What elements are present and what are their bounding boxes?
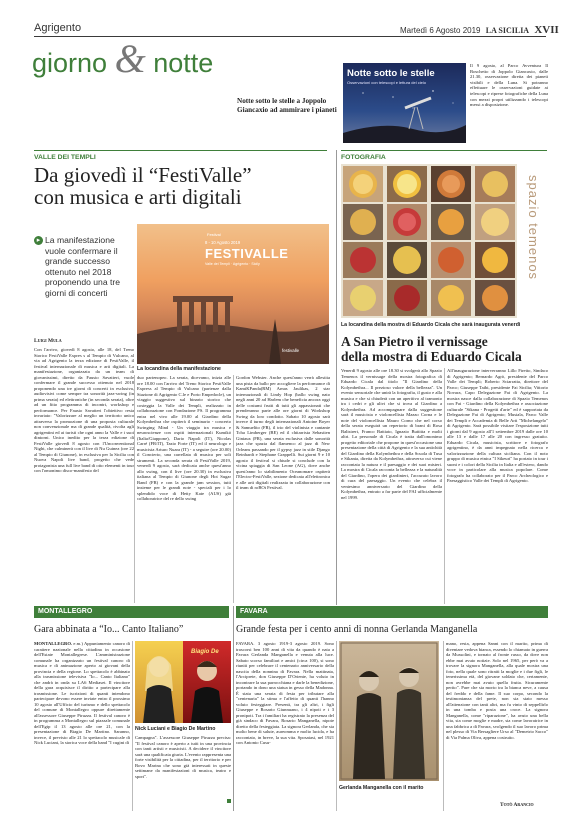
- festivalle-byline: Luigi Mula: [34, 338, 62, 344]
- festivalle-caption: La locandina della manifestazione: [137, 366, 221, 372]
- fotografia-text-1: Venerdì 9 agosto alle ore 18.30 si svolgerà allo Spazio Temenos il vernissage della mostra fotografica di Eduardo Cicala dal titolo "Il Giardino della Kolymbethra... Il prezioso valore della bellezza". Un evento sensoriale che unirà la fotografia, il gusto e alla musica e che si chiuderà con un aperitivo al tramonto tra i cedri e gli ulivi che si trova al Giardino a Kolymbethra. Ad accompagnare dalla suggestione sarà il musicista e violoncellista Mazzo Corna e le note del violoncellista Mauro Corno che nel corso della serata eseguirà un repertorio di brani di Rosa Balistreri, Franco Battiato, Ignazio Buttitta e molti altri. La personale di Cicala è tratta dall'omonimo progetto editoriale che propone in quest'occasione una presentazione della città di Agrigento e la sua antichità del Giardino della Kolymbethra e della Scuola di Tusa e Sikania, diretta da Kolymbethra, attraverso cui viene raccontata la natura e il paesaggio e dei suoi misteri. La mostra di Cicala racconta la bellezza e la naturalità del Giardino, l'opera dei giardinieri, l'accurato lavoro di cura del paesaggio. Un evento che celebra il ventesimo anniversario del Giardino della Kolymbethra, entrato a far parte del FAI ufficialmente nel 1999.: [341, 368, 442, 500]
- festivalle-col-1: [34, 347, 134, 603]
- section-name: Agrigento: [34, 22, 82, 34]
- favara-headline[interactable]: Grande festa per i cento anni di nonna Gerlanda Manganella: [236, 624, 478, 635]
- montallegro-headline[interactable]: Gara abbinata a “Io... Canto Italiano”: [34, 624, 184, 635]
- issue-date: [400, 24, 559, 36]
- festivalle-headline[interactable]: [34, 164, 334, 208]
- stars-ad-image: [343, 63, 466, 143]
- date-text: Martedì 6 Agosto 2019: [400, 26, 481, 35]
- favara-signature: Totò Arancio: [500, 802, 534, 808]
- poster-sub: Valle dei Templi · Agrigento · Sicily: [205, 262, 260, 266]
- montallegro-text-2: Campagna". L'assessore Giuseppe Piruzza precisa: "Il festival canoro è aperto a tutti in una provincia con tanti artisti e musicisti. A decidere il vincitore sarà una qualificata giuria. L'evento rappresenta una forte visibilità per la cittadina, per il territorio e per Bovo Marina che sono già interessati in queste settimane da manifestazioni di musica, teatro e sport".: [135, 735, 231, 779]
- paper-name: LA SICILIA: [485, 26, 530, 35]
- ad-title: Notte sotto le stelle: [347, 68, 435, 79]
- brand-ampersand: &: [114, 36, 146, 81]
- fotografia-headline-2: della mostra di Eduardo Cicala: [341, 349, 522, 364]
- poster-dates: 8 - 10 Agosto 2019: [205, 240, 241, 245]
- fotografia-kicker: FOTOGRAFIA: [341, 154, 386, 161]
- montallegro-poster-text: Biagio De: [191, 649, 219, 655]
- festivalle-summary: La manifestazione vuole confermare il grande successo ottenuto nel 2018 proponendo una tre giorni di concerti: [45, 235, 121, 298]
- page-number: XVII: [534, 24, 559, 36]
- favara-text-1: FAVARA. 3 agosto 1919-3 agosto 2019. Sono trascorsi ben 100 anni di vita da quando è nata a Favara Gerlanda Manganella e venuta alla luce. Sabato scorso familiari e amici (circa 100), si sono riuniti per celebrare il centenario anniversario della nascita della nonnina di Favara. Nella mattinata, l'Arciprete, don Giuseppe D'Oriente, ha voluto in incontrare la sua parrocchiana e darle la benedizione, portando in dono una statua in gesso della Madonna. È stata una serata di festa per tributare alla "centenaria" la stima e l'affetto di quanti l'hanno voluto festeggiare. Presenti, tra gli altri, i figli Giuseppe e Rosario Giunnuano, i 4 nipoti e i 3 pronipoti. Tra i familiari ha registrato la presenza del già sindaco di Favara, Rosario Manganella, nipote diretto della festeggiata. La signora Gerlanda, che sta molto bene di salute, aureomma e molto lucida, e ha raccontato, in breve, la sua vita. Sposatasi, nel 1921 con Antonio Cusu-: [236, 641, 334, 745]
- fotografia-caption: La locandina della mostra di Eduardo Cicala che sarà inaugurata venerdì: [341, 322, 521, 328]
- montallegro-photo: [135, 641, 231, 723]
- fotografia-vertical-text: spazio temenos: [526, 175, 541, 281]
- montallegro-kicker: MONTALLEGRO: [34, 606, 229, 618]
- summary-arrow-icon: ▸: [34, 236, 43, 245]
- festivalle-col-2: [137, 375, 231, 603]
- temple-icon: [137, 224, 329, 364]
- telescope-icon: [343, 63, 466, 143]
- festivalle-text-2: duo partenopeo. La serata, dicevamo, inizia alle ore 18.00 con l'arrivo del Treno Storico FestiValle Express al Tempio di Vulcano (partenze dalla Stazione di Agrigento C.le e Porto Empedocle), un viaggio suggestivo sul binario storico che costeggia la Valle dei Templi, realizzato in collaborazione con Fondazione FS. Il programma entra nel vivo alle 19.00 al Giardino della Kolymbethra che ospiterà il seminario - concerto Swinging Mind - Un viaggio tra musica e neuroscienze con ospiti internazionali Kumikö (Italia/Giappone), Dario Napoli (IT), Nicolas Carré (FR/IT), Tazio Forte (IT) ed il neurologo e musicista Arturo Nuara (IT) - a seguire (ore 20.00) il Concierto, una carrellata di musica per soli strumenti. La seconda serata di FestiValle 2019, venerdì 9 agosto, sarà dedicata anche quest'anno allo swing, con il live (ore 20.30) in esclusiva italiana al Tempio di Giunone degli Hot Sugar Band (FR) e con la grande jam session, tutti insieme per le grandi note - speciali per i lo splendido voce di Hetty Kate (AUS) già collaboratrice del re dello swing: [137, 375, 231, 501]
- festivalle-text-1: Con l'arrivo, giovedì 8 agosto, alle 18, del Treno Storico FestiValle Expres s al Tempio di Vulcano, al via ad Agrigento la terza edizione di FestiValle, il festival internazionale di musica e arti digitali. La manifestazione, organizzata da un team di giovanissimi, diretto da Fausto Savatteri, vuole confermare il grande successo ottenuto nel 2018 proponendo una tre giorni di concerti in esclusiva, audiovisivi come sempre tra sonorità jazz-swing (in prima serata) ed elettroniche (in seconda serata), oltre ad un fitto programma di incontri, workshop e performance. Per Fausto Savatteri l'obiettivo resta invariato: "Valorizzare al meglio un territorio unico attraverso la promozione di una proposta culturale non convenzionale ma di grande qualità, rivolta agli agrigentini ed ai turisti che ogni anno la Valle e i suoi dintorni. Unico inedito per la terza edizione di FestiValle giovedì 8 agosto con l'Unconventional Night, che culminerà con il live di Nu Guinea (ore 22 al Tempio di Giunone), in esclusiva per la Sicilia con Nuova Napoli live band, progetto che vede protagonista una full live band di otto elementi in tour con l'omonimo disco-manifesto del: [34, 347, 134, 473]
- headline-line-2: con musica e arti digitali: [34, 185, 242, 209]
- festivalle-poster: [137, 224, 329, 364]
- festivalle-kicker: VALLE DEI TEMPLI: [34, 154, 96, 161]
- fotografia-col-1: [341, 368, 442, 604]
- ad-text: Il 9 agosto, al Parco Avventura Il Boschetto di Joppolo Giancaxio, dalle 21.30, osservazione diretta dei pianeti visibili e della Luna. Si potranno effettuare le osservazioni guidate ai telescopi e riprese fotografiche della Luna con mezzi propri utilizzando i telescopi messi a disposizione.: [470, 63, 548, 108]
- montallegro-text-1: e.m.) Appuntamento canoro di carattere nazionale nella cittadina in occasione dell'Estate Montallegrese. L'amministrazione comunale ha organizzato un festival canoro di musica e di animazione aperto ai giovani della provincia e della regione. Lo spettacolo è abbinato alla trasmissione televisiva "Io... Canto Italiano" che andrà in onda su LA6 Mediaset. Il vincitore della gara acquisisce il diritto a partecipare alla trasmissione. Le iscrizioni di quanti intendono partecipare devono essere inviate entro il prossimo 10 agosto all'Ufficio del turismo e dello spettacolo del comune di Montallegro oppure direttamente all'assessore Giuseppe Piruzza. Il festival canoro è in programma a Montallegro sul piazzale comunale dell'Egip il 13 agosto alle ore 21, con la presentazione di Biagio De Martino. Saranno, invece, il previsto alle 21 lo spettacolo musicale di Nick Luciani, la storica voce della band "I cugini di: [34, 641, 130, 745]
- festivalle-text-3: Gordon Webster. Anche quest'anno verrà allestita una pista da ballo per accogliere la performance di KamiKPanda(RM) Arnas Jaulikas, 2 star internazionali di Lindy Hop (ballo swing nato negli anni 20 ad Harlem che beneficia ancora oggi delle costumi frutti di tutti gli appassionati che prenderanno parte alle ore giorni di Workshop Swing da loro condotto. Sabato 10 agosto sarà invece il turno degli internazionali Antoine Boyer & Samuelito (FR), il trio del violinista e cantante Tcha Limberger (BE) ed il chitarrista Sebastien Giniaux (FR), una serata esclusiva dalle sonorità jazz che spazia dal flamenco al jazz di New Orleans passando per il gypsy jazz in stile Django Reinhardt e Stephane Grappelli. Sui giorni 9 e 10 agosto il festival si chiude si conclude con la vicina spiaggia di San Leone (AG), dove anche quest'anno lo stabilimento Oceanomare ospiterà l'Electro-FestiValle, sezione dedicata all'elettronica e alle arti digitali realizzata in collaborazione con il team di roBOt Festival.: [236, 375, 330, 490]
- poster-top: Festival: [207, 232, 221, 237]
- fotografia-headline-1: A San Pietro il vernissage: [341, 334, 488, 349]
- favara-caption: Gerlanda Manganella con il marito: [339, 785, 424, 791]
- fotografia-headline[interactable]: [341, 334, 551, 364]
- favara-text-2: mano, resta, appena Sanni con il marito, prima di diventare vedova bianca, essendo lo chiamato in guerra da Mussolini, e tornato al fronte russo, da dove non ebbe mai avuto notizie. Solo nel 1965, per però va a trovare la signora Manganella, alla quale mostra una foto, nella quale sono ritratti la moglie e i due figli, le tenerissima età, del giovane soldato che, certamente, non avrebbe mai avuto quella frutta. Sicuramente perito". Pare che sia morto tra la bianca neve, a causa del freddo e della fame. Il suo corpo, secondo la testimonianza del prete, non sia stato messo all'attenzione con tanti altri, ma fu vinto di seppellirlo in una tomba e posta una croce. La signora Manganella, come "riparazione", ha avuto una bella vita, sia come moglie e madre, sia come lavoratrice in una fabbrica a di Favara, svolgendo il suo lavoro prima nel plesso di Via Bersagliere Urso al "Demetrio Sacco" di Via Palma Oliva, appena costruito.: [446, 641, 548, 740]
- favara-kicker: FAVARA: [236, 606, 548, 618]
- montallegro-col-2: [135, 735, 231, 805]
- favara-photo: [339, 641, 439, 781]
- section-brand: [32, 36, 214, 81]
- montallegro-col-1: [34, 641, 130, 811]
- favara-col-1: [236, 641, 334, 811]
- couple-photo-icon: [339, 641, 439, 781]
- exhibition-poster: [341, 164, 517, 318]
- ad-subtitle: Osservazioni con telescopi e lettura del cielo: [347, 80, 426, 85]
- poster-brand: festivalle: [282, 348, 300, 353]
- fotografia-text-2: All'inaugurazione interverranno Lillo Firetto, Sindaco di Agrigento; Bernardo Agrò, presidente del Parco Valle dei Templi; Roberto Sciarratta, direttore del Parco; Giuseppe Taibi, presidente Fai Sicilia; Vittorio Novara, Capo Delegazione Fai di Agrigento. La mostra nasce dalla collaborazione di Spazio Temenos con Fai - Giardino della Kolymbethra e associazione culturale "Sikana - Progetti d'arte" ed è supportata da Delegazione Fai di Agrigento; Musiala, Parco Valle dei Templi e Accademia di Belle Arti "Michelangelo" di Agrigento. Sarà possibile visitare l'esposizione tutti i giorni dal 9 agosto all'1 settembre 2019 dalle ore 10 alle 13 e dalle 17 alle 20 con ingresso gratuito. Eduardo Cicala, musicista, scrittore e fotografo agrigentino, è da anni impegnato nella ricerca e valorizzazione della cultura siciliana. Con il noto gruppo di musica etnica "I Sikeuri" ha portato in tour i suoni e i colori della Sicilia in Italia e all'estero, dando voce in particolare alla musica popolare. Come fotografo ha collaborato per il Parco Archeologico e Paesaggistico Valle dei Templi di Agrigento.: [447, 368, 548, 483]
- headline-line-1: Da giovedì il “FestiValle”: [34, 163, 252, 187]
- brand-left: giorno: [32, 48, 108, 78]
- favara-col-2: [446, 641, 548, 801]
- fotografia-col-2: [447, 368, 548, 604]
- header-teaser[interactable]: Notte sotto le stelle a Joppolo Giancaxio ad ammirare i pianeti: [237, 97, 337, 114]
- citrus-photos-icon: [341, 164, 517, 318]
- poster-name: FESTIVALLE: [205, 246, 289, 261]
- brand-right: notte: [153, 48, 214, 78]
- montallegro-byline: MONTALLEGRO.: [34, 641, 73, 646]
- montallegro-caption: Nick Luciani e Biagio De Martino: [135, 726, 216, 732]
- festivalle-col-3: [236, 375, 330, 603]
- montallegro-end-mark: [227, 799, 231, 803]
